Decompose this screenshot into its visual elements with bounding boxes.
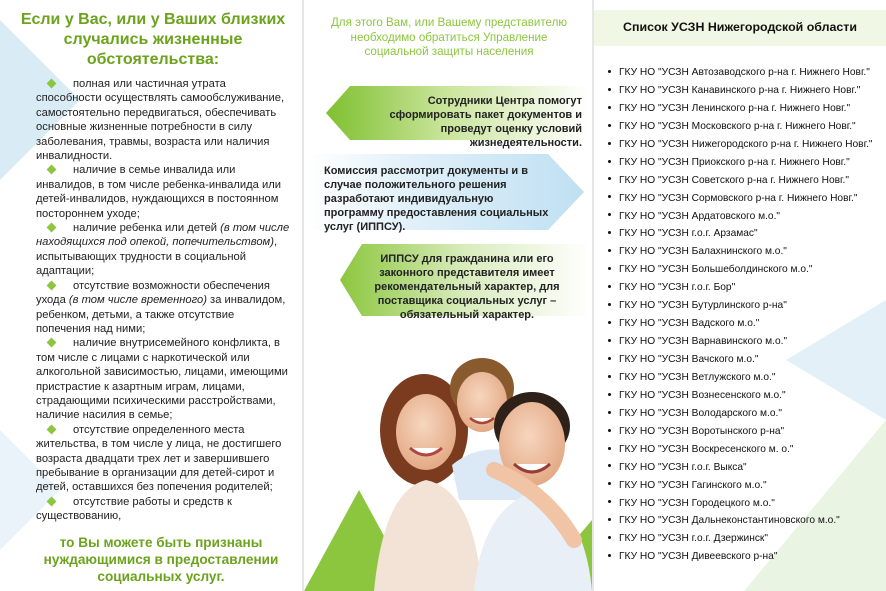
list-item: ГКУ НО "УСЗН Дальнеконстантиновского м.о." (608, 512, 873, 530)
bullet-dot-icon (608, 213, 611, 216)
list-item: ГКУ НО "УСЗН г.о.г. Выкса" (608, 459, 873, 477)
circumstances-list (36, 77, 292, 524)
list-item: ГКУ НО "УСЗН Гагинского м.о." (608, 477, 873, 495)
bullet-dot-icon (608, 464, 611, 467)
diamond-bullet-icon (47, 424, 57, 434)
bullet-dot-icon (608, 231, 611, 234)
list-item: ГКУ НО "УСЗН Ардатовского м.о." (608, 208, 873, 226)
bullet-dot-icon (608, 411, 611, 414)
bullet-dot-icon (608, 249, 611, 252)
list-item: ГКУ НО "УСЗН Московского р-на г. Нижнего Новг." (608, 118, 873, 136)
right-panel (594, 0, 886, 591)
list-item: ГКУ НО "УСЗН Воскресенского м. о." (608, 441, 873, 459)
diamond-bullet-icon (47, 79, 57, 89)
list-item: ГКУ НО "УСЗН Вачского м.о." (608, 351, 873, 369)
list-item: ГКУ НО "УСЗН Бутурлинского р-на" (608, 297, 873, 315)
list-item: ГКУ НО "УСЗН Ленинского р-на г. Нижнего Новг." (608, 100, 873, 118)
list-item: ГКУ НО "УСЗН Вадского м.о." (608, 315, 873, 333)
list-item: ГКУ НО "УСЗН Канавинского р-на г. Нижнего Новг." (608, 82, 873, 100)
list-item: ГКУ НО "УСЗН Нижегородского р-на г. Нижнего Новг." (608, 136, 873, 154)
bullet-dot-icon (608, 285, 611, 288)
list-item: наличие в семье инвалида или инвалидов, в том числе ребенка-инвалида или детей-инвалидов, нуждающихся в постоянном постороннем уходе; (36, 164, 281, 220)
bullet-dot-icon (608, 375, 611, 378)
list-item: ГКУ НО "УСЗН Балахнинского м.о." (608, 243, 873, 261)
left-panel (0, 0, 302, 591)
bullet-dot-icon (608, 500, 611, 503)
list-item: ГКУ НО "УСЗН Большеболдинского м.о." (608, 261, 873, 279)
bullet-dot-icon (608, 536, 611, 539)
diamond-bullet-icon (47, 165, 57, 175)
list-item: ГКУ НО "УСЗН Сормовского р-на г. Нижнего Новг." (608, 190, 873, 208)
list-item: ГКУ НО "УСЗН Автозаводского р-на г. Нижнего Новг." (608, 64, 873, 82)
bullet-dot-icon (608, 357, 611, 360)
diamond-bullet-icon (47, 338, 57, 348)
list-item: ГКУ НО "УСЗН г.о.г. Дзержинск" (608, 530, 873, 548)
bullet-dot-icon (608, 321, 611, 324)
list-item: отсутствие определенного места жительства, в том числе у лица, не достигшего возраста двадцати трех лет и завершившего пребывание в организации для детей-сирот и детей, оставшихся без попечения родителей; (36, 423, 282, 494)
bullet-dot-icon (608, 393, 611, 396)
bullet-dot-icon (608, 339, 611, 342)
bullet-dot-icon (608, 518, 611, 521)
list-item: ГКУ НО "УСЗН Советского р-на г. Нижнего Новг." (608, 172, 873, 190)
list-item: ГКУ НО "УСЗН Вознесенского м.о." (608, 387, 873, 405)
list-item: отсутствие возможности обеспечения ухода (в том числе временного) за инвалидом, ребенком, детьми, а также отсутствие попечения над ними; (36, 279, 286, 335)
step-documents-box: Сотрудники Центра помогут сформировать пакет документов и проведут оценку условий жизнедеятельности. (326, 86, 588, 140)
bullet-dot-icon (608, 447, 611, 450)
bullet-dot-icon (608, 429, 611, 432)
step-commission-box: Комиссия рассмотрит документы и в случае положительного решения разработают индивидуальную программу предоставления социальных услуг (ИППСУ). (308, 154, 584, 230)
list-item: ГКУ НО "УСЗН Ветлужского м.о." (608, 369, 873, 387)
bullet-dot-icon (608, 142, 611, 145)
bullet-dot-icon (608, 70, 611, 73)
list-item: наличие ребенка или детей (в том числе находящихся под опекой, попечительством), испытывающих трудности в социальной адаптации; (36, 222, 290, 278)
list-item: наличие внутрисемейного конфликта, в том числе с лицами с наркотической или алкогольной зависимостью, лицами, имеющими пристрастие к азартным играм, лицами, страдающими психическими расстройствами, наличие насилия в семье; (36, 337, 288, 422)
bullet-dot-icon (608, 195, 611, 198)
middle-panel (304, 0, 592, 591)
list-item: полная или частичная утрата способности осуществлять самообслуживание, самостоятельно передвигаться, обеспечивать основные жизненные потребности в силу заболевания, травмы, возраста или наличия инвалидности. (36, 78, 285, 163)
list-item: ГКУ НО "УСЗН Дивеевского р-на" (608, 548, 873, 566)
list-item: ГКУ НО "УСЗН Городецкого м.о." (608, 495, 873, 513)
uszn-list (608, 64, 873, 566)
list-item: отсутствие работы и средств к существованию, (36, 495, 232, 523)
list-item: ГКУ НО "УСЗН Варнавинского м.о." (608, 333, 873, 351)
list-item: ГКУ НО "УСЗН Приокского р-на г. Нижнего Новг." (608, 154, 873, 172)
bullet-dot-icon (608, 554, 611, 557)
uszn-list-title: Список УСЗН Нижегородской области (623, 20, 857, 34)
eligibility-conclusion: то Вы можете быть признаны нуждающимися в предоставлении социальных услуг. (43, 535, 279, 584)
contact-instruction: Для этого Вам, или Вашему представителю необходимо обратиться Управление социальной защиты населения (330, 16, 568, 59)
step-ippsu-box: ИППСУ для гражданина или его законного представителя имеет рекомендательный характер, для поставщика социальных услуг – обязательный характер. (340, 244, 590, 316)
diamond-bullet-icon (47, 280, 57, 290)
bullet-dot-icon (608, 106, 611, 109)
list-item: ГКУ НО "УСЗН г.о.г. Арзамас" (608, 225, 873, 243)
bullet-dot-icon (608, 88, 611, 91)
bullet-dot-icon (608, 303, 611, 306)
diamond-bullet-icon (47, 223, 57, 233)
list-item: ГКУ НО "УСЗН Володарского м.о." (608, 405, 873, 423)
bullet-dot-icon (608, 160, 611, 163)
bullet-dot-icon (608, 177, 611, 180)
family-photo (364, 340, 592, 591)
list-item: ГКУ НО "УСЗН Воротынского р-на" (608, 423, 873, 441)
diamond-bullet-icon (47, 496, 57, 506)
circumstances-heading: Если у Вас, или у Ваших близких случались жизненные обстоятельства: (20, 11, 286, 68)
list-item: ГКУ НО "УСЗН г.о.г. Бор" (608, 279, 873, 297)
bullet-dot-icon (608, 124, 611, 127)
bullet-dot-icon (608, 267, 611, 270)
bullet-dot-icon (608, 482, 611, 485)
